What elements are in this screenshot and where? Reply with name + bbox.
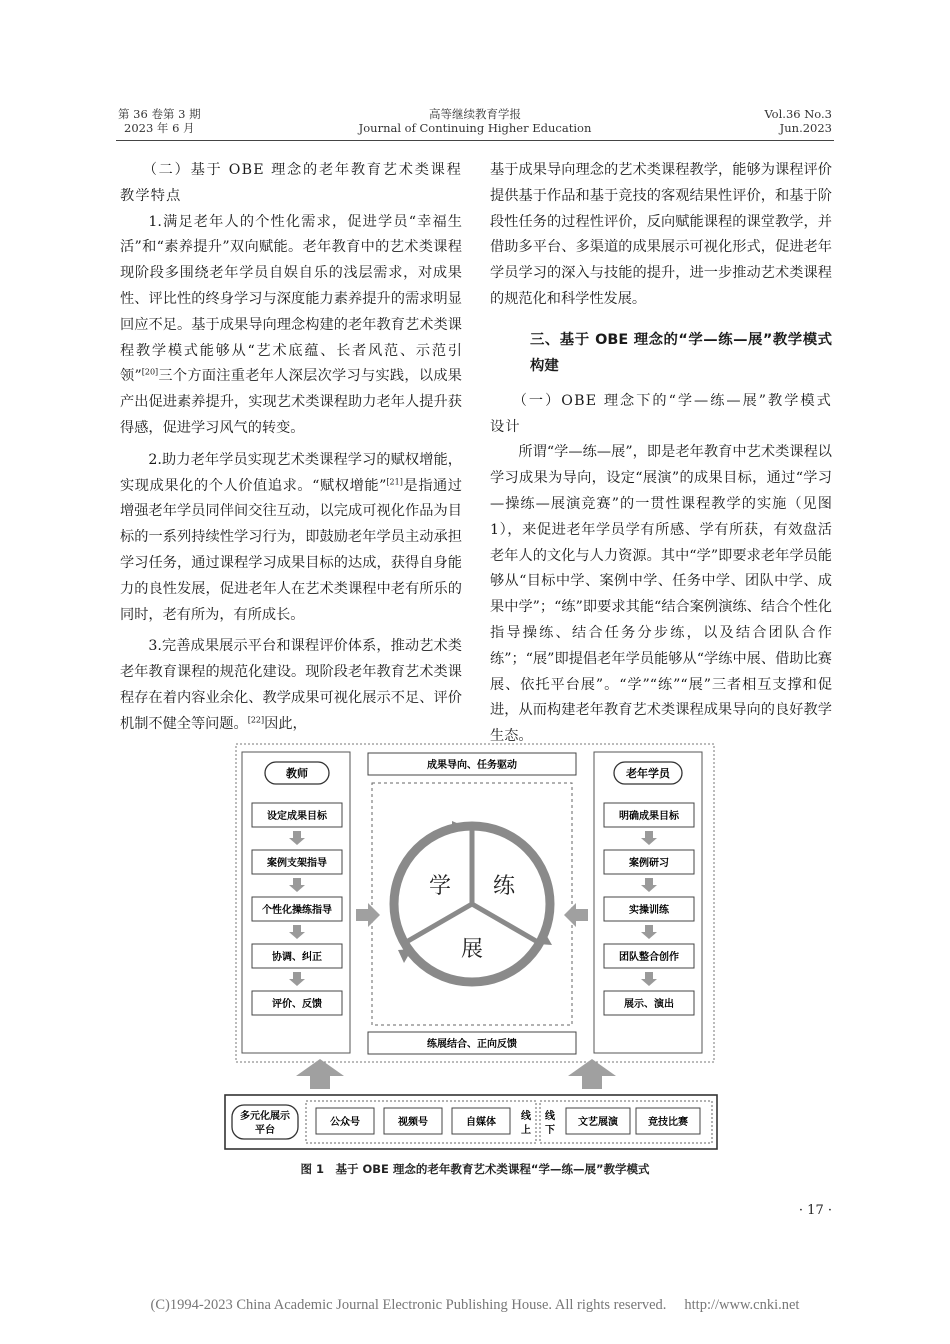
student-step-3: 实操训练 [629,905,669,916]
student-down-arrow-2 [641,878,657,892]
student-step-4: 团队整合创作 [619,952,679,963]
student-steps [604,803,694,1015]
student-down-arrow-3 [641,925,657,939]
citation-21: [21] [386,476,403,486]
header-rule [116,140,834,141]
bottom-banner: 练展结合、正向反馈 [427,1039,517,1050]
right-column [490,158,832,750]
offline-label-1: 线 [545,1111,555,1122]
offline-item-1: 文艺展演 [578,1117,618,1128]
volume-issue: 第 36 卷第 3 期 [118,107,201,121]
student-step-1: 明确成果目标 [619,811,679,822]
paragraph-point-3 [120,634,462,737]
student-step-2: 案例研习 [629,858,669,869]
online-label-2: 上 [521,1125,531,1136]
point-2-text: 2.助力老年学员实现艺术类课程学习的赋权增能，实现成果化的个人价值追求。“赋权增能” [120,451,462,494]
student-title: 老年学员 [626,767,670,780]
offline-item-2: 竞技比赛 [648,1117,688,1128]
citation-22: [22] [247,715,265,724]
paragraph-point-2 [120,448,462,629]
teacher-down-arrow-1 [289,831,305,845]
arrow-teacher-to-cycle [356,903,380,927]
arrow-student-to-cycle [564,903,588,927]
issue-date: 2023 年 6 月 [124,121,195,135]
paragraph-point-1 [120,210,462,442]
offline-label-2: 下 [545,1125,555,1136]
page-number: · 17 · [798,1203,832,1218]
arrow-platform-up-right [568,1059,616,1089]
teacher-step-1: 设定成果目标 [267,811,327,822]
platform-label-2: 平台 [255,1125,275,1136]
teacher-step-4: 协调、纠正 [272,952,322,963]
running-header-right [764,107,832,135]
point-1-tail: 三个方面注重老年人深层次学习与实践，以成果产出促进素养提升，实现艺术类课程助力老年人提升获得感，促进学习风气的转变。 [120,368,462,436]
point-3-text: 3.完善成果展示平台和课程评价体系，推动艺术类老年教育课程的规范化建设。现阶段老年教育艺术类课程存在着内容业余化、教学成果可视化展示不足、评价机制不健全等问题。 [120,638,462,732]
footer-url: http://www.cnki.net [684,1297,800,1313]
subsection-heading-3-1: （一）OBE 理念下的“学—练—展”教学模式设计 [490,392,832,435]
teacher-steps [252,803,342,1015]
journal-name-en: Journal of Continuing Higher Education [358,121,592,135]
citation-20: [20] [141,367,159,377]
teacher-step-3: 个性化操练指导 [262,905,332,916]
point-3-tail: 因此， [264,715,307,732]
footer [0,1297,950,1314]
point-1-text: 1.满足老年人的个性化需求，促进学员“幸福生活”和“素养提升”双向赋能。老年教育中的艺术类课程现阶段多围绕老年学员自娱自乐的浅层需求，对成果性、评比性的终身学习与深度能力素养提升的需求明显回应不足。基于成果导向理念构建的老年教育艺术类课程教学模式能够从“艺术底蕴、长者风范、示范引领” [120,213,462,385]
cycle-practice: 练 [492,874,516,899]
section-heading-3: 三、基于 OBE 理念的“学—练—展”教学模式构建 [530,331,832,374]
student-step-5: 展示、演出 [624,999,674,1010]
figure-caption: 图 1 基于 OBE 理念的老年教育艺术类课程“学—练—展”教学模式 [300,1162,650,1176]
top-banner: 成果导向、任务驱动 [427,760,517,771]
teacher-down-arrow-4 [289,972,305,986]
teacher-down-arrow-3 [289,925,305,939]
cycle-learn: 学 [428,874,452,899]
online-item-2: 视频号 [398,1117,428,1128]
subsection-heading-2: （二）基于 OBE 理念的老年教育艺术类课程教学特点 [120,162,462,204]
teacher-title: 教师 [286,767,308,780]
paragraph-model-design: 所谓“学—练—展”，即是老年教育中艺术类课程以学习成果为导向，设定“展演”的成果目标，通过“学习—操练—展演竞赛”的一贯性课程教学的实施（见图 1），来促进老年学员学有所感、学有所获，有效盘活老年人的文化与人力资源。其中“学”即要求老年学员能够从“目标中学、案例中学、任务中学、团队中学、成果中学”；“练”即要求其能“结合案例演练、结合个性化指导操练、结合任务分步练，以及结合团队合作练”；“展”即提倡老年学员能够从“学练中展、借助比赛展、依托平台展”。“学”“练”“展”三者相互支撑和促进，从而构建老年教育艺术类课程成果导向的良好教学生态。 [490,444,832,745]
student-down-arrow-4 [641,972,657,986]
point-2-tail: 是指通过增强老年学员同伴间交往互动，以完成可视化作品为目标的一系列持续性学习行为，即鼓励老年学员主动承担学习任务，通过课程学习成果目标的达成，获得自身能力的良性发展，促进老年人在艺术类课程中老有所乐的同时，老有所为，有所成长。 [120,477,462,623]
copyright-notice: (C)1994-2023 China Academic Journal Electronic Publishing House. All rights reserved. [150,1297,667,1313]
online-item-3: 自媒体 [466,1117,496,1128]
arrow-platform-up-left [296,1059,344,1089]
student-down-arrow-1 [641,831,657,845]
teacher-step-5: 评价、反馈 [272,999,322,1010]
online-items [316,1108,510,1134]
platform-label-1: 多元化展示 [240,1111,290,1122]
volume-en: Vol.36 No.3 [764,107,832,121]
online-label-1: 线 [521,1111,531,1122]
paragraph-continuation: 基于成果导向理念的艺术类课程教学，能够为课程评价提供基于作品和基于竞技的客观结果性评价，和基于阶段性任务的过程性评价，反向赋能课程的课堂教学，并借助多平台、多渠道的成果展示可视化形式，促进老年学员学习的深入与技能的提升，进一步推动艺术类课程的规范化和科学性发展。 [490,162,832,307]
offline-items [566,1108,700,1134]
teacher-step-2: 案例支架指导 [267,858,327,869]
teacher-down-arrow-2 [289,878,305,892]
journal-name-cn: 高等继续教育学报 [429,107,521,121]
online-item-1: 公众号 [330,1117,360,1128]
cycle-show: 展 [460,937,484,962]
date-en: Jun.2023 [779,121,832,135]
figure-1-diagram [222,741,722,1159]
left-column [120,158,462,738]
